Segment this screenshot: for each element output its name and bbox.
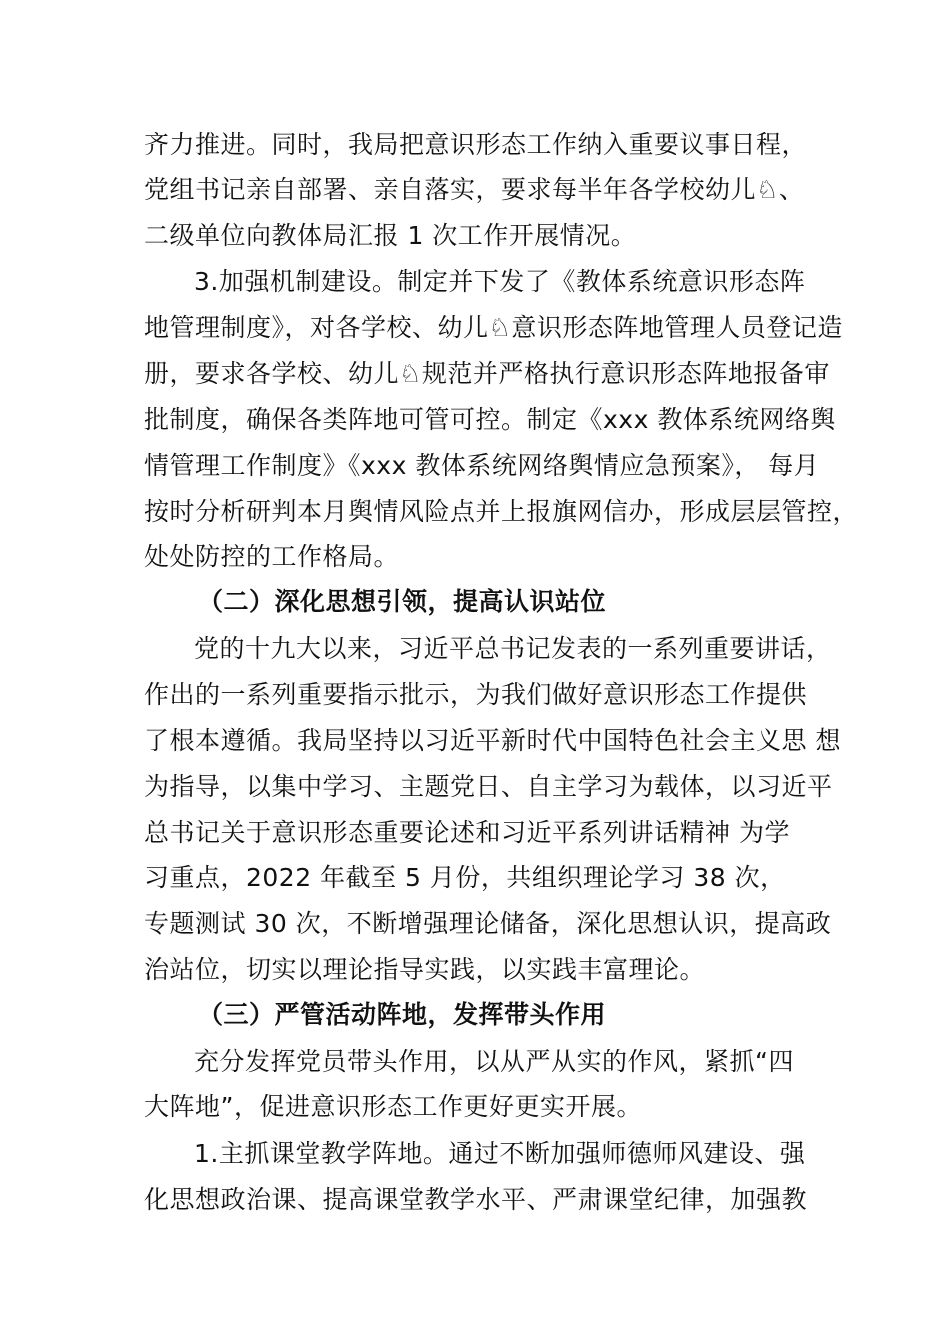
paragraph-line: 党组书记亲自部署、亲自落实，要求每半年各学校幼儿♘、	[144, 175, 805, 204]
paragraph-line: 专题测试 30 次，不断增强理论储备，深化思想认识，提高政	[144, 909, 832, 938]
paragraph-line: 册，要求各学校、幼儿♘规范并严格执行意识形态阵地报备审	[144, 359, 830, 388]
paragraph-line: 1.主抓课堂教学阵地。通过不断加强师德师风建设、强	[194, 1139, 806, 1168]
section-heading: （三）严管活动阵地，发挥带头作用	[198, 1000, 607, 1029]
paragraph-line: 化思想政治课、提高课堂教学水平、严肃课堂纪律，加强教	[144, 1185, 808, 1214]
paragraph-line: 了根本遵循。我局坚持以习近平新时代中国特色社会主义思 想	[144, 726, 841, 755]
paragraph-line: 按时分析研判本月舆情风险点并上报旗网信办，形成层层管控，	[144, 497, 859, 526]
paragraph-line: 充分发挥党员带头作用，以从严从实的作风，紧抓“四	[194, 1047, 794, 1076]
paragraph-line: 为指导，以集中学习、主题党日、自主学习为载体，以习近平	[144, 772, 833, 801]
paragraph-line: 处处防控的工作格局。	[144, 542, 400, 571]
paragraph-line: 治站位，切实以理论指导实践，以实践丰富理论。	[144, 955, 706, 984]
paragraph-line: 批制度，确保各类阵地可管可控。制定《xxx 教体系统网络舆	[144, 405, 836, 434]
paragraph-line: 党的十九大以来，习近平总书记发表的一系列重要讲话，	[194, 634, 832, 663]
paragraph-line: 二级单位向教体局汇报 1 次工作开展情况。	[144, 221, 637, 250]
paragraph-line: 齐力推进。同时，我局把意识形态工作纳入重要议事日程，	[144, 130, 808, 159]
paragraph-line: 总书记关于意识形态重要论述和习近平系列讲话精神 为学	[144, 818, 790, 847]
paragraph-line: 作出的一系列重要指示批示，为我们做好意识形态工作提供	[144, 680, 808, 709]
paragraph-line: 地管理制度》，对各学校、幼儿♘意识形态阵地管理人员登记造	[144, 313, 843, 342]
paragraph-line: 大阵地”，促进意识形态工作更好更实开展。	[144, 1092, 642, 1121]
paragraph-line: 3.加强机制建设。制定并下发了《教体系统意识形态阵	[194, 267, 806, 296]
section-heading: （二）深化思想引领，提高认识站位	[198, 587, 607, 616]
paragraph-line: 习重点，2022 年截至 5 月份，共组织理论学习 38 次，	[144, 863, 786, 892]
paragraph-line: 情管理工作制度》《xxx 教体系统网络舆情应急预案》， 每月	[144, 451, 820, 480]
